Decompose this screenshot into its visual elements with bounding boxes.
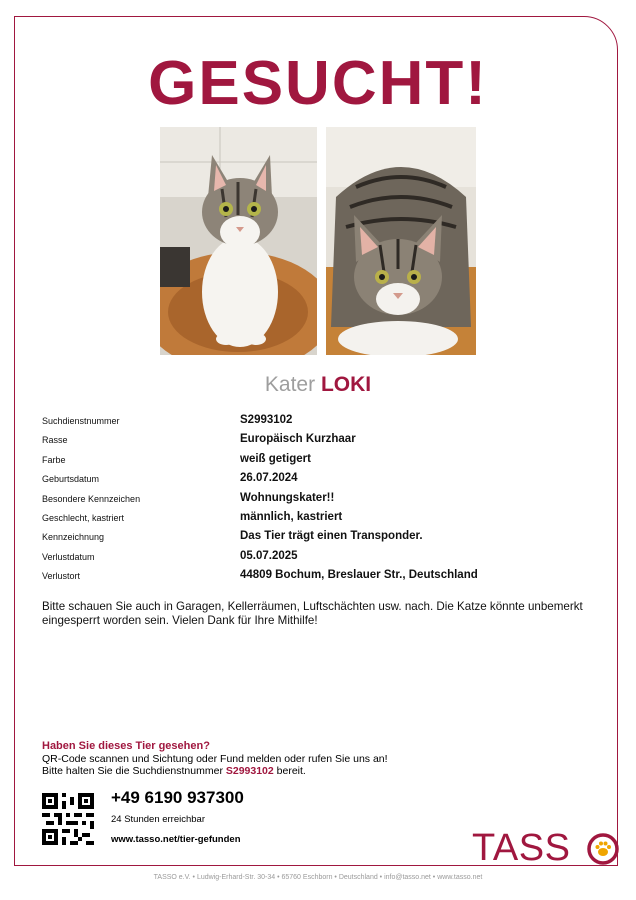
detail-value: S2993102 [240,414,293,426]
sighting-question: Haben Sie dieses Tier gesehen? [42,740,210,752]
detail-label: Besondere Kennzeichen [42,493,141,504]
headline: GESUCHT! [148,49,488,118]
detail-row [42,550,602,569]
detail-value: 26.07.2024 [240,472,298,485]
tasso-logo: TASS [472,827,571,869]
detail-label: Verlustort [42,571,81,582]
detail-value: Das Tier trägt einen Transponder. [240,530,423,543]
reference-suffix: bereit. [273,765,306,777]
detail-value: Wohnungskater!! [240,491,335,504]
detail-value: weiß getigert [240,452,311,465]
detail-row [42,511,602,530]
sighting-section [42,740,602,778]
detail-row [42,492,602,511]
detail-value: Europäisch Kurzhaar [240,433,356,446]
detail-label: Geburtsdatum [42,474,100,485]
detail-label: Farbe [42,454,66,465]
detail-value: 05.07.2025 [240,549,298,562]
detail-row [42,569,602,588]
detail-label: Geschlecht, kastriert [42,512,125,523]
sighting-instruction: QR-Code scannen und Sichtung oder Fund melden oder rufen Sie uns an! [42,752,388,765]
sighting-reference-line [42,765,602,778]
reference-number: S2993102 [225,765,274,777]
paw-icon [586,832,620,866]
qr-code-icon[interactable] [42,793,94,845]
cat-photo-sitting [160,127,317,355]
reference-prefix: Bitte halten Sie die Suchdienstnummer [42,765,226,777]
detail-label: Suchdienstnummer [42,416,120,426]
phone-number[interactable]: +49 6190 937300 [111,788,244,807]
detail-row [42,453,602,472]
detail-row [42,414,602,433]
availability-text: 24 Stunden erreichbar [111,814,206,825]
animal-name [0,372,636,398]
animal-kind: Kater [264,373,316,396]
detail-label: Kennzeichnung [42,532,105,543]
detail-label: Rasse [42,435,68,446]
detail-value: männlich, kastriert [240,510,343,523]
detail-row [42,433,602,452]
detail-row [42,472,602,491]
footer-address: TASSO e.V. • Ludwig-Erhard-Str. 30-34 • 65760 Eschborn • Deutschland • info@tasso.net • www.tasso.net [153,874,483,881]
details-table [42,414,602,589]
detail-value: 44809 Bochum, Breslauer Str., Deutschland [240,569,478,582]
cat-photo-lying [326,127,476,355]
search-note: Bitte schauen Sie auch in Garagen, Kellerräumen, Luftschächten usw. nach. Die Katze könnte unbemerkt eingesperrt worden sein. Vielen Dank für Ihre Mithilfe! [42,600,583,627]
found-animal-link[interactable]: www.tasso.net/tier-gefunden [111,834,241,845]
detail-label: Verlustdatum [42,551,95,562]
detail-row [42,530,602,549]
animal-name-value: LOKI [320,373,372,396]
